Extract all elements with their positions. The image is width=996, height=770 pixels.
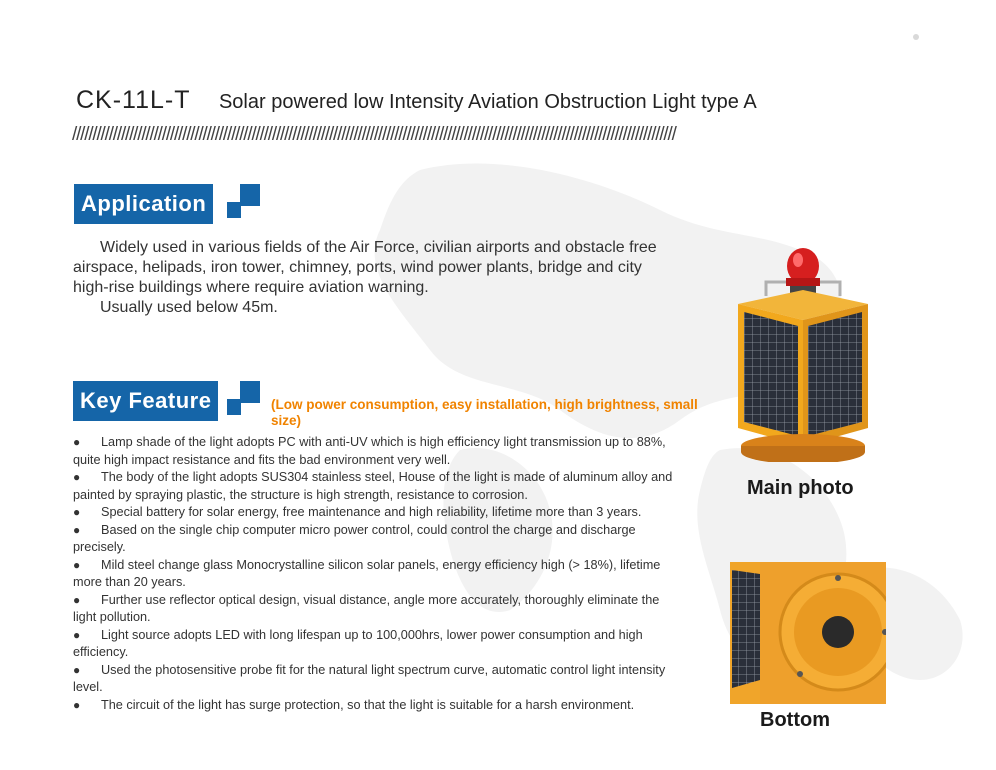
bottom-photo-caption: Bottom <box>760 709 830 731</box>
page-header <box>76 86 757 115</box>
product-title: Solar powered low Intensity Aviation Obstruction Light type A <box>218 91 757 113</box>
key-feature-summary: (Low power consumption, easy installation, high brightness, small size) <box>271 397 698 428</box>
feature-text: Mild steel change glass Monocrystalline silicon solar panels, energy efficiency high (> 18%), lifetime more than 20 years. <box>73 557 661 589</box>
key-feature-heading: Key Feature <box>73 381 218 421</box>
feature-text: Light source adopts LED with long lifespan up to 100,000hrs, lower power consumption and high efficiency. <box>73 627 643 659</box>
decorative-dot <box>913 34 919 40</box>
list-item <box>73 557 673 592</box>
list-item <box>73 504 673 522</box>
bullet-icon: ● <box>73 522 81 537</box>
bullet-icon: ● <box>73 470 81 484</box>
application-heading: Application <box>74 184 213 224</box>
bullet-icon: ● <box>73 627 81 642</box>
application-height-note: Usually used below 45m. <box>100 299 278 316</box>
main-photo-caption: Main photo <box>747 477 854 499</box>
feature-text: The body of the light adopts SUS304 stainless steel, House of the light is made of aluminum alloy and painted by spraying plastic, the structure is high strength, resistance to corrosion. <box>73 470 673 502</box>
bullet-icon: ● <box>73 662 81 677</box>
application-text <box>73 238 673 318</box>
feature-text: Special battery for solar energy, free maintenance and high reliability, lifetime more than 3 years. <box>101 505 642 519</box>
bullet-icon: ● <box>73 697 81 712</box>
list-item <box>73 522 673 557</box>
bullet-icon: ● <box>73 592 81 607</box>
list-item <box>73 434 673 469</box>
bullet-icon: ● <box>73 557 81 572</box>
blue-squares-icon <box>227 184 261 220</box>
feature-text: Based on the single chip computer micro power control, could control the charge and discharge precisely. <box>73 522 636 554</box>
list-item <box>73 627 673 662</box>
list-item <box>73 469 673 504</box>
list-item <box>73 697 673 715</box>
list-item <box>73 662 673 697</box>
feature-text: Lamp shade of the light adopts PC with anti-UV which is high efficiency light transmission up to 88%, quite high impact resistance and fits the bad environment very well. <box>73 435 666 467</box>
feature-text: The circuit of the light has surge protection, so that the light is suitable for a harsh environment. <box>101 697 635 712</box>
bullet-icon: ● <box>73 505 81 519</box>
feature-text: Further use reflector optical design, visual distance, angle more accurately, thoroughly eliminate the light pollution. <box>73 592 660 624</box>
model-number: CK-11L-T <box>76 86 191 114</box>
feature-text: Used the photosensitive probe fit for the natural light spectrum curve, automatic control light intensity level. <box>73 662 666 694</box>
bottom-product-photo <box>730 562 886 704</box>
main-product-photo <box>728 246 878 462</box>
blue-squares-icon <box>227 381 261 417</box>
slash-divider: //////////////////////////////////////////////////////////////////////////////////////////////////////////////////////////////////////////////////// <box>72 124 676 145</box>
feature-list <box>73 434 673 714</box>
bullet-icon: ● <box>73 435 81 449</box>
list-item <box>73 592 673 627</box>
application-paragraph: Widely used in various fields of the Air Force, civilian airports and obstacle free airspace, helipads, iron tower, chimney, ports, wind power plants, bridge and city high-rise buildings where require aviation warning. <box>73 239 657 296</box>
